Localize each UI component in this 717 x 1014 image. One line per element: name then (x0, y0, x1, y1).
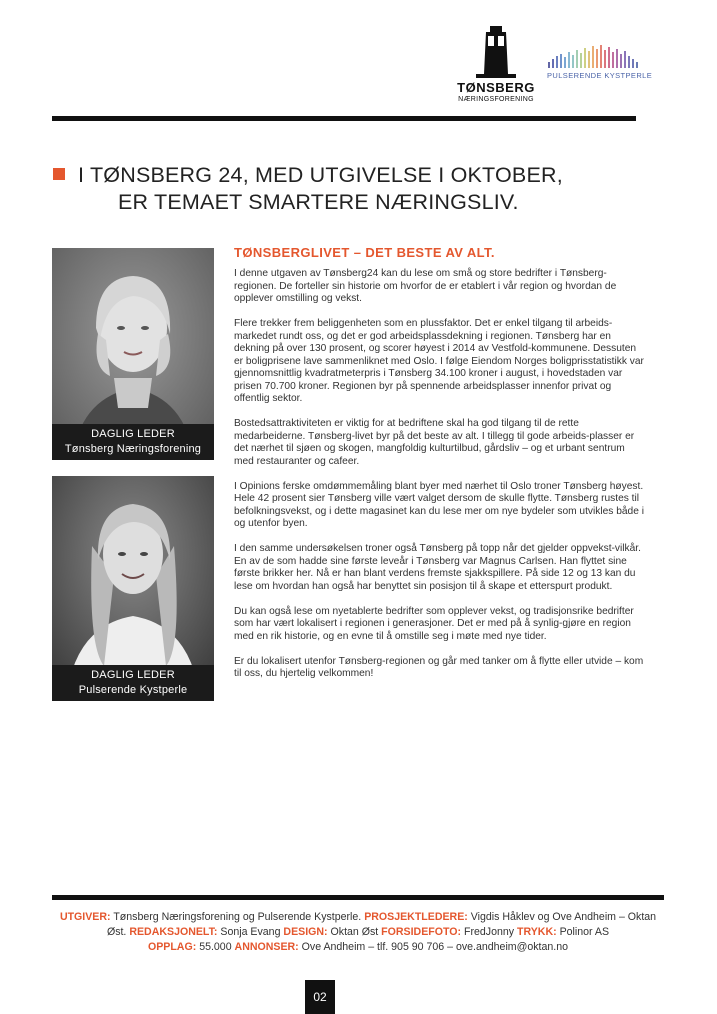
kystperle-logo-text: PULSERENDE KYSTPERLE (547, 71, 653, 80)
annonser-value: Ove Andheim – tlf. 905 90 706 – ove.andheim@oktan.no (301, 941, 569, 953)
logo-sub-text: NÆRINGSFORENING (458, 96, 534, 103)
portrait-photo-1 (52, 248, 214, 460)
forsidefoto-value: FredJonny (463, 926, 515, 938)
photo-caption-1 (52, 424, 214, 460)
opplag-value: 55.000 (199, 941, 232, 953)
utgiver-value: Tønsberg Næringsforening og Pulserende Kystperle. (113, 911, 362, 923)
prosjektledere-value: Vigdis Håklev og Ove Andheim – Oktan Øst. (106, 911, 657, 938)
top-divider (52, 116, 636, 121)
redaksjonelt-value: Sonja Evang (220, 926, 281, 938)
headline-line-1: I TØNSBERG 24, MED UTGIVELSE I OKTOBER, (78, 163, 563, 187)
caption-org: Tønsberg Næringsforening (64, 443, 202, 455)
article-paragraph: Flere trekker frem beliggenheten som en plussfaktor. Det er enkel tilgang til arbeids-markedet rundt oss, og det er god arbeidsplassdekning i regionen. Tønsberg har en dekning på over 130 prosent, og scorer høyest i 2014 av Vestfold-kommunene. Dessuten er boligprisene lave sammenliknet med Oslo. I følge Eiendom Norges boligprisstatistikk var gjennomsnittlig kvadratmeterpris i Tønsberg 34.100 kroner i august, i hovedstaden var prisen 70.700 kroner. Regionen byr på spennende arbeidsplasser innenfor privat og offentlig sektor. (234, 318, 644, 404)
article-paragraph: I Opinions ferske omdømmemåling blant byer med nærhet til Oslo troner Tønsberg høyest. Hele 42 prosent sier Tønsberg ville vært valget dersom de skulle flytte. Tønsberg rustes til befolkningsvekst, og i dette magasinet kan du lese mer om nye bydeler som utvikles både i og utenfor byen. (234, 480, 644, 529)
colophon (52, 910, 664, 955)
tonsberg-naeringsforening-logo (455, 22, 537, 104)
article-paragraph: I denne utgaven av Tønsberg24 kan du lese om små og store bedrifter i Tønsberg-regionen. De forteller sin historie om hvorfor de er etablert i vår region og hvordan de opplever omstilling og vekst. (234, 268, 617, 304)
forsidefoto-label: FORSIDEFOTO: (381, 926, 462, 938)
tower-icon (476, 22, 516, 80)
pulserende-kystperle-logo (545, 42, 653, 87)
article-title: TØNSBERGLIVET – DET BESTE AV ALT. (234, 245, 495, 260)
design-value: Oktan Øst (330, 926, 379, 938)
article-paragraph: Er du lokalisert utenfor Tønsberg-regionen og går med tanker om å flytte eller utvide – kom til oss, du hjertelig velkommen! (234, 655, 644, 679)
headline-line-2: ER TEMAET SMARTERE NÆRINGSLIV. (118, 190, 519, 214)
portrait-photo-2 (52, 476, 214, 701)
pulse-wave-icon (545, 42, 645, 70)
trykk-value: Polinor AS (559, 926, 610, 938)
photo-caption-2 (52, 665, 214, 701)
bottom-divider (52, 895, 664, 900)
headline-bullet-icon (53, 168, 65, 180)
design-label: DESIGN: (283, 926, 328, 938)
logo-name: TØNSBERG (457, 80, 535, 95)
logo-sub (455, 95, 537, 104)
opplag-label: OPPLAG: (147, 941, 197, 953)
redaksjonelt-label: REDAKSJONELT: (129, 926, 218, 938)
article-paragraph: Du kan også lese om nyetablerte bedrifter som opplever vekst, og tradisjonsrike bedrifter som har vært lokalisert i regionen i generasjoner. Det er med på å synlig-gjøre en region med en rik historie, og en evne til å omstille seg i møte med nye tider. (234, 605, 634, 642)
page-headline (78, 162, 638, 216)
caption-role: DAGLIG LEDER (91, 669, 175, 681)
page-number: 02 (305, 980, 335, 1014)
utgiver-label: UTGIVER: (59, 911, 111, 923)
article-paragraph: Bostedsattraktiviteten er viktig for at bedriftene skal ha god tilgang til de rette medarbeiderne. Tønsberg-livet byr på det beste av alt. I tillegg til gode arbeids-plasser er det nærhet til sjøen og skogen, mangfoldig kulturtilbud, gårdsliv – og et urbant sentrum med restauranter og cafeer. (234, 418, 635, 467)
prosjektledere-label: PROSJEKTLEDERE: (364, 911, 468, 923)
article-paragraph: I den samme undersøkelsen troner også Tønsberg på topp når det gjelder oppvekst-vilkår. En av de som hadde sine første leveår i Tønsberg var Magnus Carlsen. Han flyttet sine første brikker her. Nå er han blant verdens fremste sjakkspillere. På side 12 og 13 kan du lese om hvordan han også har benyttet sin posisjon til å skape et etterspurt produkt. (234, 543, 641, 592)
trykk-label: TRYKK: (517, 926, 557, 938)
article-body (234, 268, 644, 693)
caption-role: DAGLIG LEDER (91, 428, 175, 440)
caption-org: Pulserende Kystperle (78, 684, 188, 696)
annonser-label: ANNONSER: (234, 941, 299, 953)
